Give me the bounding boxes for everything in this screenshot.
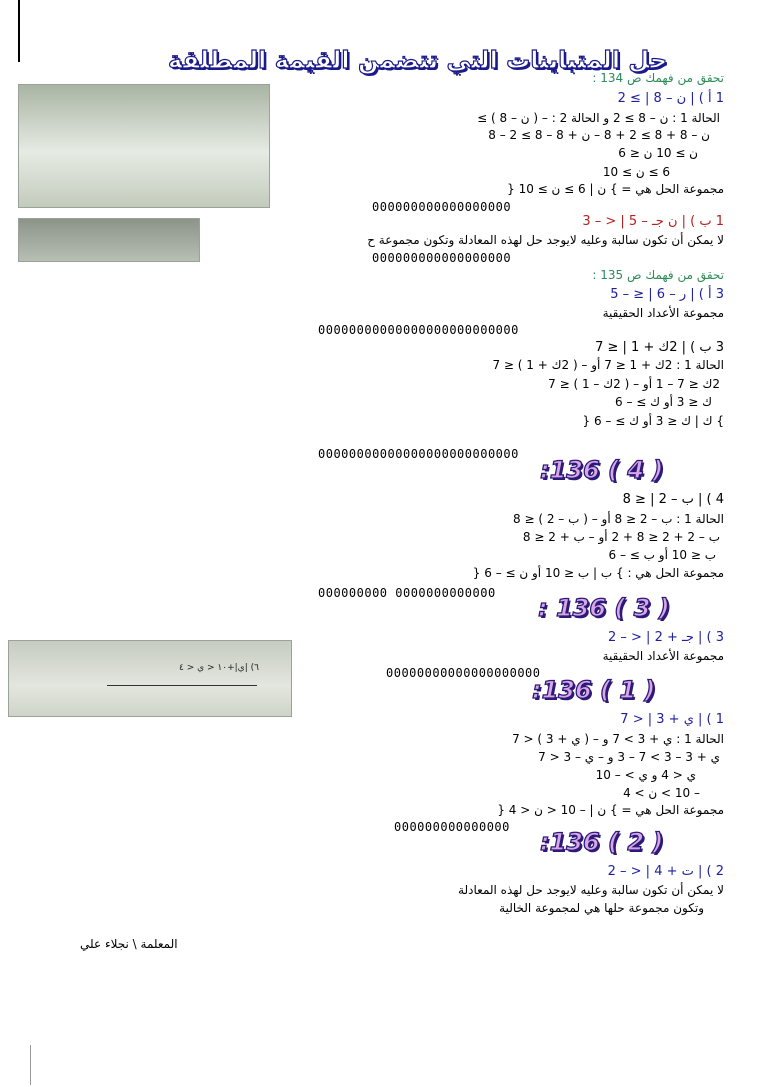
page-badge-136-2: :136 ( 2 ) (540, 828, 664, 856)
separator-zeros: 00000000000000000000 (386, 666, 541, 680)
separator-zeros: 00000000000000000000000000 (318, 447, 519, 461)
solution-line: مجموعة الأعداد الحقيقية (602, 649, 724, 663)
solution-set: مجموعة الحل هي : } ب | ب ≤ 10 أو ن ≥ – 6 { (472, 566, 724, 580)
solution-line: لا يمكن أن تكون سالبة وعليه لايوجد حل لهذه المعادلة (458, 883, 724, 897)
page-title: حل المتباينات التي تتضمن القيمة المطلقة (168, 46, 668, 74)
problem-2: 2 ) | ت + 4 | < – 2 (607, 864, 724, 879)
solution-line: ب – 2 + 2 ≤ 8 + 2 أو – ب + 2 ≤ 8 (522, 530, 720, 544)
solution-line: لا يمكن أن تكون سالبة وعليه لايوجد حل لهذه المعادلة وتكون مجموعة ح (367, 233, 724, 247)
number-line-photo (8, 640, 292, 717)
notebook-photo-top (18, 84, 270, 208)
check-heading-134: تحقق من فهمك ص 134 : (592, 71, 724, 85)
problem-1a: 1 أ ) | ن – 8 | ≥ 2 (617, 91, 724, 106)
page-left-border (18, 0, 20, 62)
solution-line: ي < 4 و ي > – 10 (595, 768, 696, 782)
problem-1: 1 ) | ي + 3 | < 7 (620, 712, 724, 727)
solution-line: ك ≤ 3 أو ك ≥ – 6 (614, 395, 712, 409)
solution-line: 6 ≥ ن ≥ 10 (602, 165, 670, 179)
problem-1b: 1 ب ) | ن جـ – 5 | < – 3 (582, 214, 724, 229)
separator-zeros: 000000000 0000000000000 (318, 586, 496, 600)
solution-line: ن – 8 + 8 ≥ 2 + 8 – ن + 8 – 8 ≥ 2 – 8 (488, 128, 710, 142)
solution-line: 2ك ≤ 7 – 1 أو – ( 2ك – 1 ) ≤ 7 (548, 377, 720, 391)
solution-set: مجموعة الحل هي = } ن | 6 ≥ ن ≥ 10 { (507, 182, 724, 196)
solution-line: ن ≥ 10 ن ≤ 6 (618, 146, 698, 160)
solution-line: وتكون مجموعة حلها هي لمجموعة الخالية (499, 901, 704, 915)
page-badge-136-3: : 136 ( 3 ) (538, 594, 670, 622)
separator-zeros: 000000000000000 (394, 820, 510, 834)
solution-set: } ك | ك ≤ 3 أو ك ≥ – 6 { (582, 414, 724, 428)
solution-line: الحالة 1 : ي + 3 > 7 و – ( ي + 3 ) < 7 (512, 732, 724, 746)
separator-zeros: 00000000000000000000000000 (318, 323, 519, 337)
solution-line: – 10 > ن > 4 (623, 786, 700, 800)
solution-line: الحالة 1 : ب – 2 ≤ 8 أو – ( ب – 2 ) ≤ 8 (513, 512, 724, 526)
separator-zeros: 000000000000000000 (372, 251, 512, 265)
page-badge-136-1: :136 ( 1 ) (532, 676, 656, 704)
number-line-photo-caption: ٦) |ي|+١٠ < ي < ٤ (179, 663, 259, 673)
solution-line: ب ≤ 10 أو ب ≥ – 6 (608, 548, 716, 562)
notebook-photo-small (18, 218, 200, 262)
problem-3b: 3 ب ) | 2ك + 1 | ≤ 7 (595, 340, 724, 355)
solution-line: الحالة 1 : ن – 8 ≥ 2 و الحالة 2 : – ( ن – 8 ) ≥ (477, 111, 720, 125)
page-left-border-bottom (30, 1045, 31, 1085)
problem-4: 4 ) | ب – 2 | ≤ 8 (622, 492, 724, 507)
teacher-signature: المعلمة \ نجلاء علي (80, 937, 178, 951)
solution-line: مجموعة الأعداد الحقيقية (602, 306, 724, 320)
separator-zeros: 000000000000000000 (372, 200, 512, 214)
solution-line: ي + 3 – 3 > 7 – 3 و – ي – 3 < 7 (538, 750, 720, 764)
problem-3a: 3 أ ) | ر – 6 | ≤ – 5 (610, 287, 724, 302)
check-heading-135: تحقق من فهمك ص 135 : (592, 268, 724, 282)
number-line (107, 685, 257, 686)
problem-3: 3 ) | جـ + 2 | < – 2 (607, 630, 724, 645)
page-badge-136-4: :136 ( 4 ) (540, 456, 664, 484)
solution-line: الحالة 1 : 2ك + 1 ≤ 7 أو – ( 2ك + 1 ) ≤ 7 (492, 358, 724, 372)
solution-set: مجموعة الحل هي = } ن | – 10 < ن < 4 { (497, 803, 724, 817)
